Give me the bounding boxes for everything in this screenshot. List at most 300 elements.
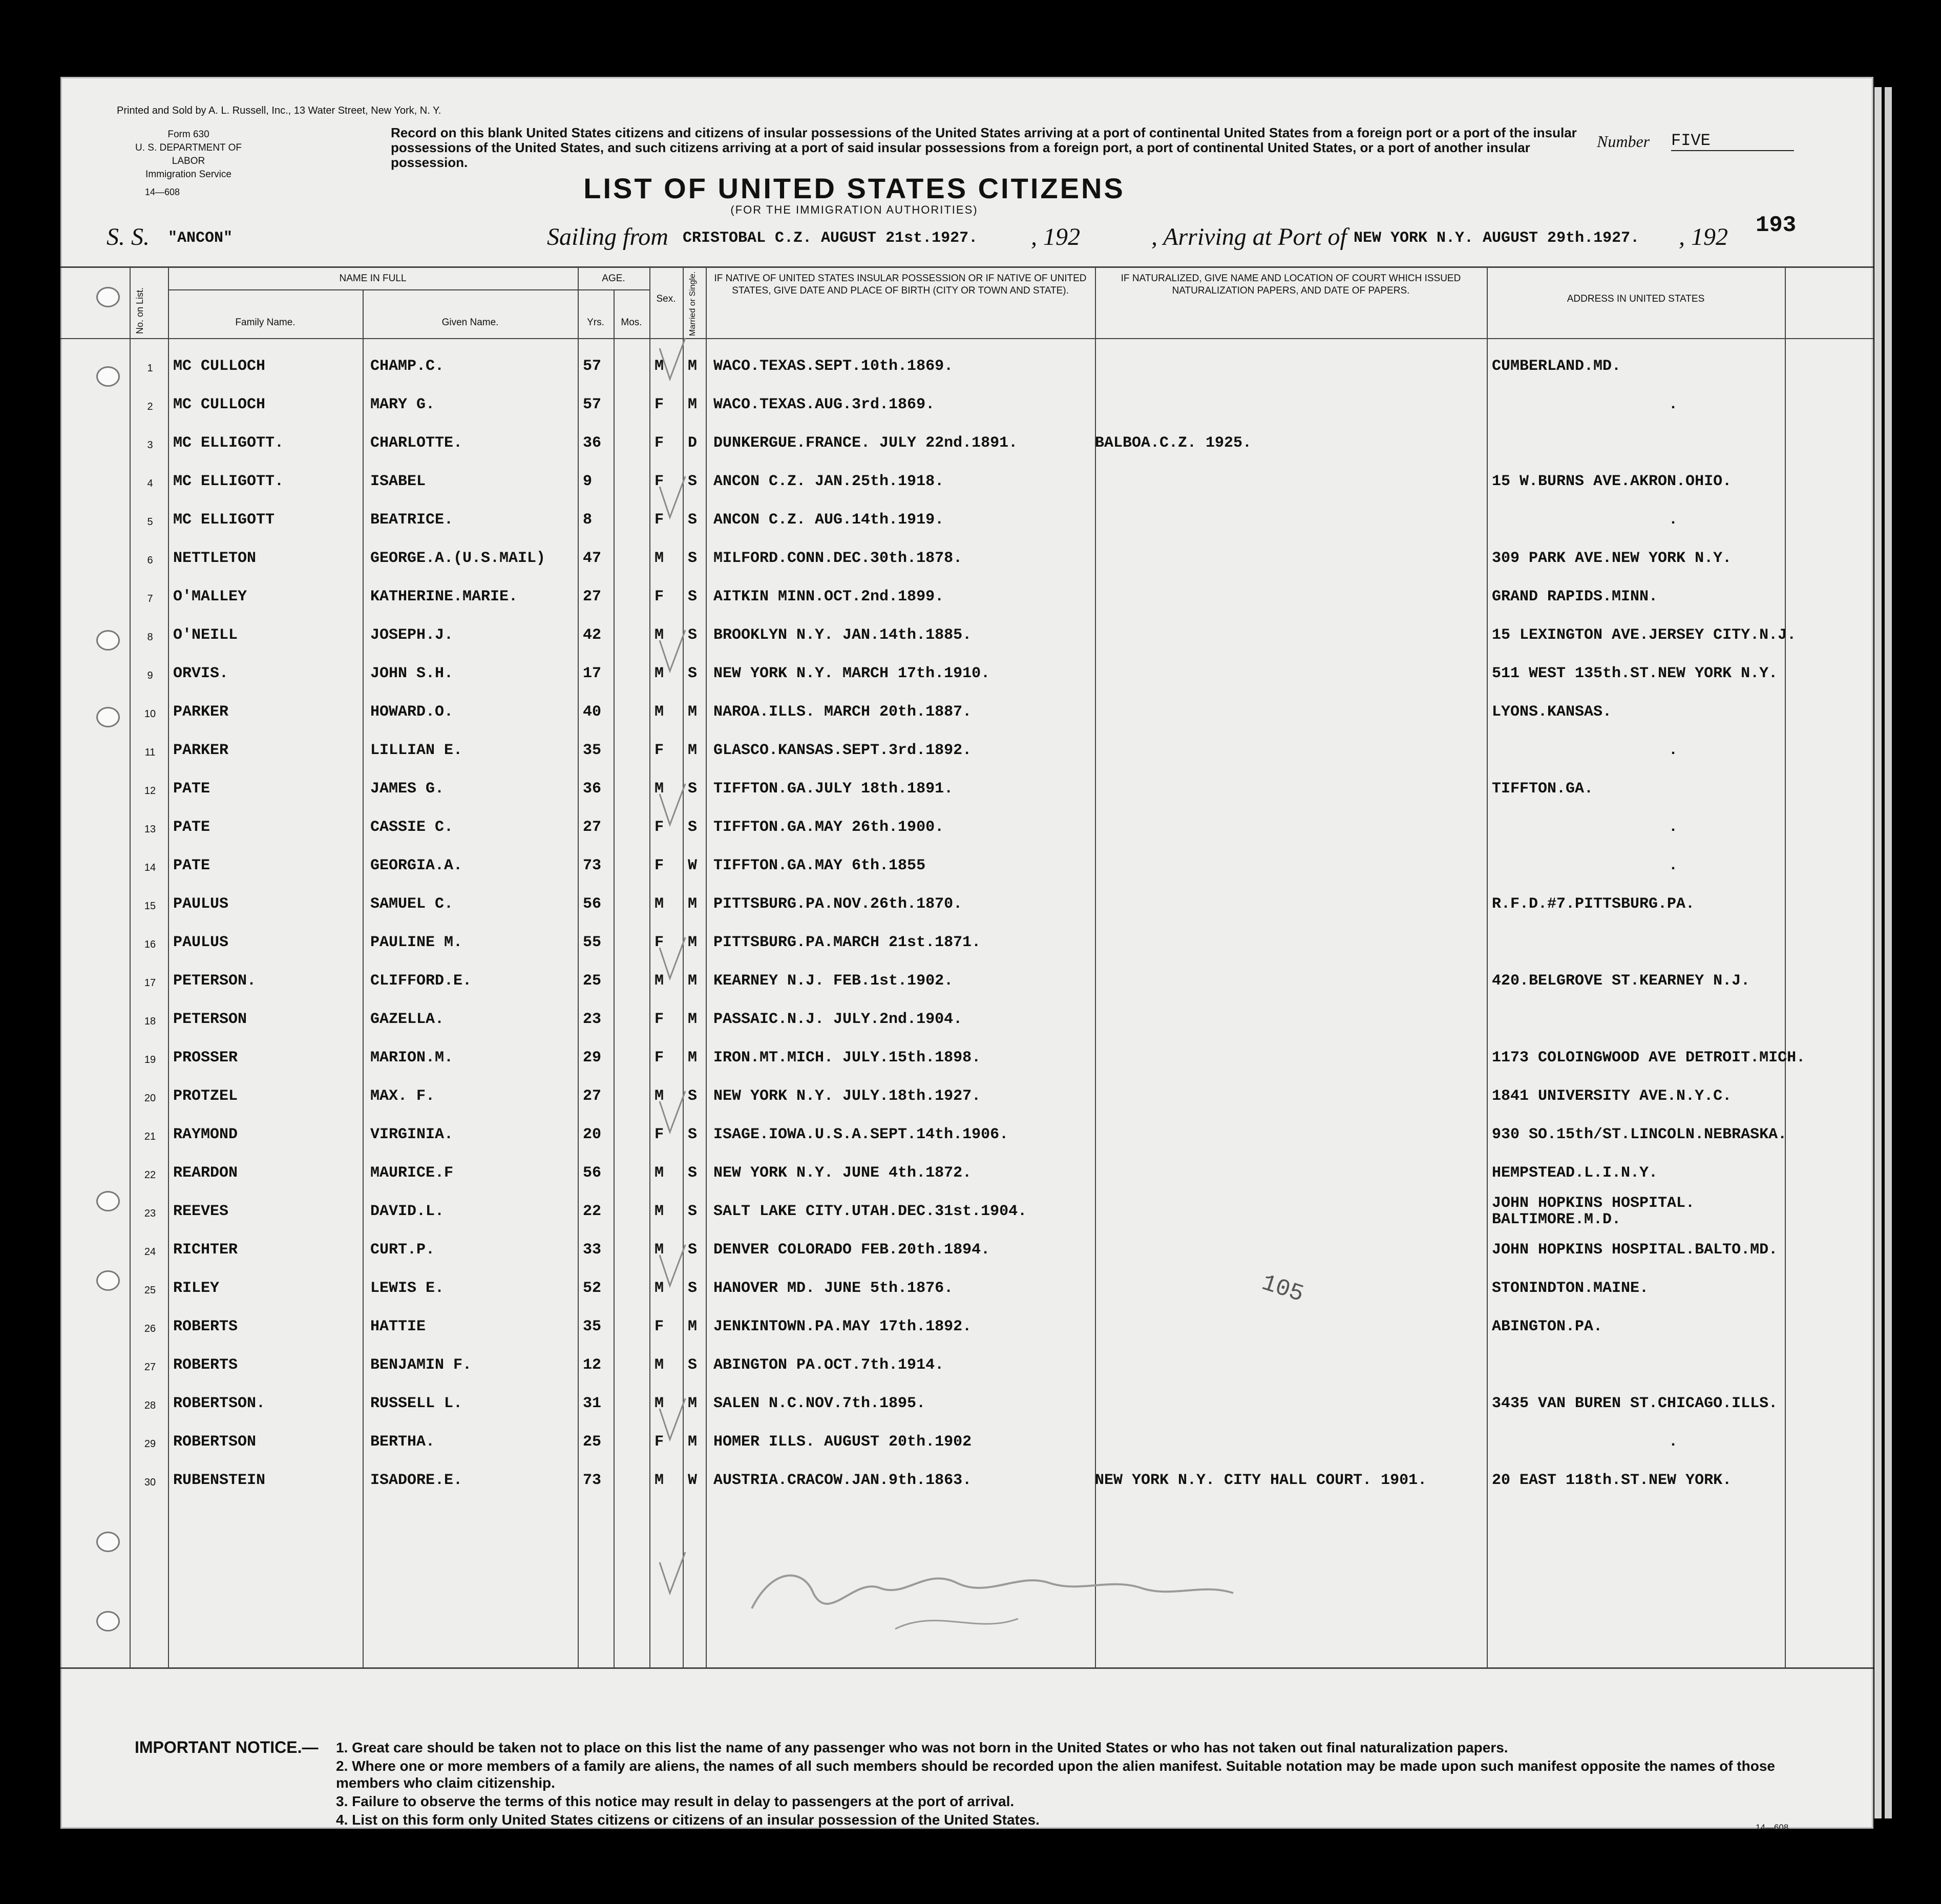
cell-address: 20 EAST 118th.ST.NEW YORK.	[1492, 1472, 1732, 1489]
cell-sex: F	[655, 511, 664, 529]
ship-name: "ANCON"	[168, 229, 233, 247]
row-number: 24	[144, 1246, 156, 1258]
cell-given: JOSEPH.J.	[370, 626, 454, 644]
cell-birth: ISAGE.IOWA.U.S.A.SEPT.14th.1906.	[713, 1126, 1009, 1143]
cell-family: PATE	[173, 819, 210, 836]
cell-address: TIFFTON.GA.	[1492, 780, 1594, 798]
table-row	[60, 771, 1873, 809]
punch-hole	[96, 707, 120, 727]
check-marks	[649, 333, 711, 1624]
cell-married: M	[688, 1395, 698, 1412]
row-number: 4	[147, 478, 153, 489]
cell-family: RUBENSTEIN	[173, 1472, 266, 1489]
cell-age: 29	[583, 1049, 602, 1066]
cell-address: JOHN HOPKINS HOSPITAL.BALTO.MD.	[1492, 1241, 1778, 1259]
row-number: 22	[144, 1169, 156, 1181]
year-label: , 192	[1031, 223, 1080, 250]
cell-birth: DENVER COLORADO FEB.20th.1894.	[713, 1241, 990, 1259]
row-number: 14	[144, 862, 156, 873]
row-number: 18	[144, 1016, 156, 1027]
table-row	[60, 733, 1873, 771]
table-row	[60, 387, 1873, 425]
cell-family: ROBERTSON.	[173, 1395, 266, 1412]
cell-birth: PASSAIC.N.J. JULY.2nd.1904.	[713, 1011, 963, 1028]
cell-address: .	[1669, 396, 1678, 413]
cell-given: MAX. F.	[370, 1087, 435, 1105]
cell-age: 57	[583, 396, 602, 413]
cell-age: 20	[583, 1126, 602, 1143]
notice-item: 2. Where one or more members of a family are aliens, the names of all such members should be recorded upon the alien manifest. Suitable notation may be made upon such manifest opposite the names of those members who claim citizenship.	[336, 1758, 1775, 1791]
cell-given: MARION.M.	[370, 1049, 454, 1066]
cell-family: RICHTER	[173, 1241, 238, 1259]
cell-family: ROBERTS	[173, 1318, 238, 1335]
cell-address: 1841 UNIVERSITY AVE.N.Y.C.	[1492, 1087, 1732, 1105]
cell-sex: M	[655, 1356, 664, 1374]
cell-age: 36	[583, 780, 602, 798]
cell-sex: F	[655, 1126, 664, 1143]
cell-sex: F	[655, 396, 664, 413]
punch-hole	[96, 366, 120, 387]
cell-family: ROBERTS	[173, 1356, 238, 1374]
cell-given: ISABEL	[370, 473, 426, 490]
page-edge	[1874, 87, 1882, 1818]
cell-birth: WACO.TEXAS.SEPT.10th.1869.	[713, 358, 954, 375]
cell-sex: M	[655, 1395, 664, 1412]
col-yrs: Yrs.	[587, 317, 604, 328]
cell-birth: KEARNEY N.J. FEB.1st.1902.	[713, 972, 954, 990]
cell-address-line2: BALTIMORE.M.D.	[1492, 1211, 1621, 1228]
arriving-label: , Arriving at Port of	[1151, 223, 1347, 250]
cell-age: 73	[583, 857, 602, 874]
cell-family: PROSSER	[173, 1049, 238, 1066]
row-number: 30	[144, 1477, 156, 1488]
cell-married: S	[688, 780, 698, 798]
col-mos: Mos.	[621, 317, 642, 328]
cell-address: 511 WEST 135th.ST.NEW YORK N.Y.	[1492, 665, 1778, 682]
row-number: 12	[144, 785, 156, 797]
cell-address: 15 LEXINGTON AVE.JERSEY CITY.N.J.	[1492, 626, 1797, 644]
sailing-value: CRISTOBAL C.Z. AUGUST 21st.1927.	[683, 229, 978, 247]
row-number: 27	[144, 1362, 156, 1373]
table-row	[60, 694, 1873, 733]
table-row	[60, 1424, 1873, 1462]
cell-birth: DUNKERGUE.FRANCE. JULY 22nd.1891.	[713, 434, 1018, 452]
cell-birth: TIFFTON.GA.JULY 18th.1891.	[713, 780, 954, 798]
cell-married: S	[688, 1241, 698, 1259]
footer-code: 14—608	[1756, 1823, 1789, 1832]
arriving-value: NEW YORK N.Y. AUGUST 29th.1927.	[1354, 229, 1640, 247]
col-no: No. on List.	[135, 287, 145, 334]
manifest-page	[60, 77, 1873, 1832]
table-row	[60, 1194, 1873, 1232]
cell-age: 9	[583, 473, 593, 490]
cell-married: D	[688, 434, 698, 452]
cell-given: LILLIAN E.	[370, 742, 463, 759]
form-code: 14—608	[145, 187, 180, 197]
notice-lead: IMPORTANT NOTICE.—	[135, 1738, 319, 1756]
cell-given: CASSIE C.	[370, 819, 454, 836]
cell-birth: NEW YORK N.Y. JULY.18th.1927.	[713, 1087, 981, 1105]
table-row	[60, 1386, 1873, 1424]
cell-address: HEMPSTEAD.L.I.N.Y.	[1492, 1164, 1658, 1182]
cell-family: MC ELLIGOTT.	[173, 473, 284, 490]
cell-family: REARDON	[173, 1164, 238, 1182]
cell-birth: SALT LAKE CITY.UTAH.DEC.31st.1904.	[713, 1203, 1027, 1220]
cell-given: RUSSELL L.	[370, 1395, 463, 1412]
number-label: Number	[1597, 132, 1650, 151]
cell-sex: F	[655, 1318, 664, 1335]
row-number: 3	[147, 440, 153, 451]
cell-address: JOHN HOPKINS HOSPITAL.	[1492, 1195, 1695, 1212]
form-number: Form 630	[167, 129, 209, 140]
sailing-label: Sailing from	[547, 223, 668, 250]
cell-address: 1173 COLOINGWOOD AVE DETROIT.MICH.	[1492, 1049, 1806, 1066]
cell-family: O'MALLEY	[173, 588, 247, 605]
cell-sex: F	[655, 1433, 664, 1451]
cell-married: M	[688, 358, 698, 375]
cell-given: DAVID.L.	[370, 1203, 445, 1220]
cell-address: .	[1669, 857, 1678, 874]
cell-family: REEVES	[173, 1203, 229, 1220]
cell-sex: M	[655, 895, 664, 913]
col-birth: IF NATIVE OF UNITED STATES INSULAR POSSESSION OR IF NATIVE OF UNITED STATES, GIVE DATE AND PLACE OF BIRTH (CITY OR TOWN AND STATE).	[714, 273, 1087, 296]
row-number: 6	[147, 555, 153, 566]
cell-age: 23	[583, 1011, 602, 1028]
cell-sex: F	[655, 434, 664, 452]
cell-family: MC CULLOCH	[173, 358, 266, 375]
cell-sex: M	[655, 358, 664, 375]
row-number: 5	[147, 516, 153, 528]
cell-birth: PITTSBURG.PA.NOV.26th.1870.	[713, 895, 963, 913]
cell-family: PAULUS	[173, 934, 229, 951]
table-row	[60, 656, 1873, 694]
cell-married: M	[688, 703, 698, 721]
table-row	[60, 464, 1873, 502]
row-number: 29	[144, 1438, 156, 1450]
cell-family: NETTLETON	[173, 550, 257, 567]
cell-sex: M	[655, 665, 664, 682]
row-number: 16	[144, 939, 156, 950]
cell-birth: GLASCO.KANSAS.SEPT.3rd.1892.	[713, 742, 972, 759]
notice-item: 4. List on this form only United States citizens or citizens of an insular possession of the United States.	[336, 1812, 1040, 1828]
cell-age: 27	[583, 588, 602, 605]
cell-given: LEWIS E.	[370, 1280, 445, 1297]
row-number: 10	[144, 708, 156, 720]
table-row	[60, 1462, 1873, 1501]
cell-age: 36	[583, 434, 602, 452]
cell-given: CHAMP.C.	[370, 358, 445, 375]
cell-family: RILEY	[173, 1280, 220, 1297]
cell-married: S	[688, 550, 698, 567]
table-row	[60, 1347, 1873, 1386]
cell-birth: JENKINTOWN.PA.MAY 17th.1892.	[713, 1318, 972, 1335]
cell-given: MARY G.	[370, 396, 435, 413]
table-row	[60, 1117, 1873, 1155]
cell-married: S	[688, 819, 698, 836]
cell-married: M	[688, 1011, 698, 1028]
cell-married: M	[688, 1049, 698, 1066]
row-number: 25	[144, 1285, 156, 1296]
cell-family: MC ELLIGOTT	[173, 511, 275, 529]
row-number: 19	[144, 1054, 156, 1065]
cell-age: 56	[583, 1164, 602, 1182]
cell-address: 420.BELGROVE ST.KEARNEY N.J.	[1492, 972, 1750, 990]
cell-birth: WACO.TEXAS.AUG.3rd.1869.	[713, 396, 935, 413]
cell-given: KATHERINE.MARIE.	[370, 588, 518, 605]
row-number: 28	[144, 1400, 156, 1411]
table-row	[60, 809, 1873, 848]
notice-item: 1. Great care should be taken not to place on this list the name of any passenger who was not born in the United States or who has not taken out final naturalization papers.	[336, 1740, 1508, 1755]
cell-given: BENJAMIN F.	[370, 1356, 472, 1374]
cell-age: 73	[583, 1472, 602, 1489]
form-id	[122, 128, 255, 181]
cell-sex: M	[655, 1203, 664, 1220]
col-age: AGE.	[602, 273, 625, 284]
cell-age: 55	[583, 934, 602, 951]
cell-age: 47	[583, 550, 602, 567]
table-row	[60, 540, 1873, 579]
cell-given: SAMUEL C.	[370, 895, 454, 913]
cell-family: PETERSON	[173, 1011, 247, 1028]
cell-age: 27	[583, 819, 602, 836]
cell-address: 930 SO.15th/ST.LINCOLN.NEBRASKA.	[1492, 1126, 1787, 1143]
cell-family: RAYMOND	[173, 1126, 238, 1143]
cell-sex: F	[655, 819, 664, 836]
punch-hole	[96, 1270, 120, 1291]
cell-sex: M	[655, 1472, 664, 1489]
cell-family: PETERSON.	[173, 972, 257, 990]
cell-birth: NEW YORK N.Y. JUNE 4th.1872.	[713, 1164, 972, 1182]
cell-family: PARKER	[173, 703, 229, 721]
row-number: 1	[147, 363, 153, 374]
row-number: 20	[144, 1093, 156, 1104]
cell-married: M	[688, 895, 698, 913]
punch-hole	[96, 1191, 120, 1211]
cell-married: M	[688, 1318, 698, 1335]
col-name-in-full: NAME IN FULL	[339, 273, 407, 284]
cell-given: PAULINE M.	[370, 934, 463, 951]
page-number: 193	[1756, 213, 1797, 238]
cell-address: 3435 VAN BUREN ST.CHICAGO.ILLS.	[1492, 1395, 1778, 1412]
cell-married: S	[688, 511, 698, 529]
row-number: 2	[147, 401, 153, 412]
row-number: 13	[144, 824, 156, 835]
row-number: 23	[144, 1208, 156, 1219]
cell-address: GRAND RAPIDS.MINN.	[1492, 588, 1658, 605]
cell-sex: M	[655, 550, 664, 567]
cell-nat: NEW YORK N.Y. CITY HALL COURT. 1901.	[1095, 1472, 1427, 1489]
cell-married: S	[688, 1126, 698, 1143]
table-row	[60, 886, 1873, 925]
cell-birth: BROOKLYN N.Y. JAN.14th.1885.	[713, 626, 972, 644]
col-married: Married or Single.	[688, 271, 697, 336]
table-row	[60, 1040, 1873, 1078]
cell-married: M	[688, 742, 698, 759]
cell-sex: M	[655, 780, 664, 798]
col-given: Given Name.	[441, 317, 499, 328]
row-number: 9	[147, 670, 153, 681]
cell-address: CUMBERLAND.MD.	[1492, 358, 1621, 375]
cell-age: 35	[583, 1318, 602, 1335]
cell-address: .	[1669, 511, 1678, 529]
row-number: 8	[147, 632, 153, 643]
cell-sex: M	[655, 1241, 664, 1259]
table-row	[60, 617, 1873, 656]
page-edge	[1885, 87, 1892, 1818]
cell-birth: AUSTRIA.CRACOW.JAN.9th.1863.	[713, 1472, 972, 1489]
cell-sex: F	[655, 742, 664, 759]
cell-given: BERTHA.	[370, 1433, 435, 1451]
passenger-table	[60, 266, 1873, 1678]
cell-age: 35	[583, 742, 602, 759]
cell-married: W	[688, 1472, 698, 1489]
cell-married: S	[688, 1356, 698, 1374]
cell-birth: TIFFTON.GA.MAY 6th.1855	[713, 857, 926, 874]
table-row	[60, 848, 1873, 886]
col-family: Family Name.	[235, 317, 296, 328]
page-title: LIST OF UNITED STATES CITIZENS	[583, 172, 1125, 204]
cell-address: R.F.D.#7.PITTSBURG.PA.	[1492, 895, 1695, 913]
table-row	[60, 1001, 1873, 1040]
cell-given: GEORGIA.A.	[370, 857, 463, 874]
cell-married: W	[688, 857, 698, 874]
cell-birth: ANCON C.Z. AUG.14th.1919.	[713, 511, 944, 529]
cell-sex: M	[655, 626, 664, 644]
cell-age: 17	[583, 665, 602, 682]
cell-married: M	[688, 934, 698, 951]
cell-birth: SALEN N.C.NOV.7th.1895.	[713, 1395, 926, 1412]
cell-sex: M	[655, 1087, 664, 1105]
cell-sex: F	[655, 1011, 664, 1028]
stamp-number: 105	[1258, 1269, 1307, 1308]
cell-married: S	[688, 1280, 698, 1297]
cell-given: GAZELLA.	[370, 1011, 445, 1028]
cell-age: 33	[583, 1241, 602, 1259]
cell-given: JAMES G.	[370, 780, 445, 798]
cell-given: VIRGINIA.	[370, 1126, 454, 1143]
cell-married: S	[688, 1164, 698, 1182]
row-number: 15	[144, 901, 156, 912]
cell-family: MC ELLIGOTT.	[173, 434, 284, 452]
cell-address: .	[1669, 742, 1678, 759]
cell-given: MAURICE.F	[370, 1164, 454, 1182]
cell-age: 42	[583, 626, 602, 644]
table-row	[60, 1232, 1873, 1270]
row-number: 7	[147, 593, 153, 604]
row-number: 26	[144, 1323, 156, 1334]
cell-family: PATE	[173, 780, 210, 798]
cell-given: HOWARD.O.	[370, 703, 454, 721]
cell-birth: PITTSBURG.PA.MARCH 21st.1871.	[713, 934, 981, 951]
cell-sex: F	[655, 857, 664, 874]
page-subtitle: (FOR THE IMMIGRATION AUTHORITIES)	[730, 203, 978, 216]
col-address: ADDRESS IN UNITED STATES	[1567, 294, 1705, 304]
punch-hole	[96, 630, 120, 651]
cell-given: ISADORE.E.	[370, 1472, 463, 1489]
cell-birth: HOMER ILLS. AUGUST 20th.1902	[713, 1433, 972, 1451]
col-naturalized: IF NATURALIZED, GIVE NAME AND LOCATION OF COURT WHICH ISSUED NATURALIZATION PAPERS, AND DATE OF PAPERS.	[1121, 273, 1461, 296]
cell-family: MC CULLOCH	[173, 396, 266, 413]
table-row	[60, 579, 1873, 617]
officer-signature	[742, 1547, 1254, 1649]
punch-hole	[96, 1532, 120, 1552]
cell-birth: NEW YORK N.Y. MARCH 17th.1910.	[713, 665, 990, 682]
cell-age: 27	[583, 1087, 602, 1105]
cell-married: S	[688, 626, 698, 644]
printer-line: Printed and Sold by A. L. Russell, Inc., 13 Water Street, New York, N. Y.	[117, 105, 441, 116]
cell-address: 309 PARK AVE.NEW YORK N.Y.	[1492, 550, 1732, 567]
cell-nat: BALBOA.C.Z. 1925.	[1095, 434, 1252, 452]
row-number: 21	[144, 1131, 156, 1142]
cell-family: PAULUS	[173, 895, 229, 913]
cell-birth: ABINGTON PA.OCT.7th.1914.	[713, 1356, 944, 1374]
cell-birth: IRON.MT.MICH. JULY.15th.1898.	[713, 1049, 981, 1066]
cell-married: S	[688, 1087, 698, 1105]
cell-married: M	[688, 972, 698, 990]
table-row	[60, 425, 1873, 464]
cell-sex: M	[655, 972, 664, 990]
row-number: 17	[144, 977, 156, 989]
cell-married: S	[688, 665, 698, 682]
cell-age: 31	[583, 1395, 602, 1412]
year-label-2: , 192	[1679, 223, 1728, 250]
cell-age: 12	[583, 1356, 602, 1374]
cell-family: O'NEILL	[173, 626, 238, 644]
cell-given: CHARLOTTE.	[370, 434, 463, 452]
cell-address: .	[1669, 1433, 1678, 1451]
cell-given: HATTIE	[370, 1318, 426, 1335]
cell-age: 8	[583, 511, 593, 529]
cell-sex: F	[655, 588, 664, 605]
cell-age: 56	[583, 895, 602, 913]
table-row	[60, 1309, 1873, 1347]
cell-family: ORVIS.	[173, 665, 229, 682]
cell-address: .	[1669, 819, 1678, 836]
cell-sex: F	[655, 473, 664, 490]
cell-sex: M	[655, 1280, 664, 1297]
cell-given: CLIFFORD.E.	[370, 972, 472, 990]
cell-address: LYONS.KANSAS.	[1492, 703, 1612, 721]
cell-married: S	[688, 588, 698, 605]
cell-birth: HANOVER MD. JUNE 5th.1876.	[713, 1280, 954, 1297]
department: U. S. DEPARTMENT OF LABOR	[135, 142, 242, 166]
cell-age: 40	[583, 703, 602, 721]
notice-item: 3. Failure to observe the terms of this notice may result in delay to passengers at the port of arrival.	[336, 1793, 1015, 1809]
col-sex: Sex.	[656, 294, 676, 304]
cell-given: CURT.P.	[370, 1241, 435, 1259]
cell-sex: F	[655, 934, 664, 951]
cell-age: 25	[583, 972, 602, 990]
cell-birth: TIFFTON.GA.MAY 26th.1900.	[713, 819, 944, 836]
table-row	[60, 1155, 1873, 1194]
cell-given: GEORGE.A.(U.S.MAIL)	[370, 550, 546, 567]
number-value: FIVE	[1671, 131, 1794, 151]
instructions: Record on this blank United States citizens and citizens of insular possessions of the United States arriving at a port of continental United States from a foreign port or a port of the insular possessions of the United States, and such citizens arriving at a port of said insular possessions from a foreign port, a port of continental United States, or a port of another insular possession.	[391, 125, 1577, 170]
cell-family: PARKER	[173, 742, 229, 759]
cell-sex: M	[655, 703, 664, 721]
cell-married: S	[688, 1203, 698, 1220]
table-row	[60, 1270, 1873, 1309]
cell-age: 57	[583, 358, 602, 375]
table-row	[60, 1078, 1873, 1117]
table-row	[60, 502, 1873, 540]
row-number: 11	[144, 747, 156, 758]
cell-birth: MILFORD.CONN.DEC.30th.1878.	[713, 550, 963, 567]
cell-sex: M	[655, 1164, 664, 1182]
cell-given: BEATRICE.	[370, 511, 454, 529]
cell-age: 52	[583, 1280, 602, 1297]
cell-family: ROBERTSON	[173, 1433, 257, 1451]
